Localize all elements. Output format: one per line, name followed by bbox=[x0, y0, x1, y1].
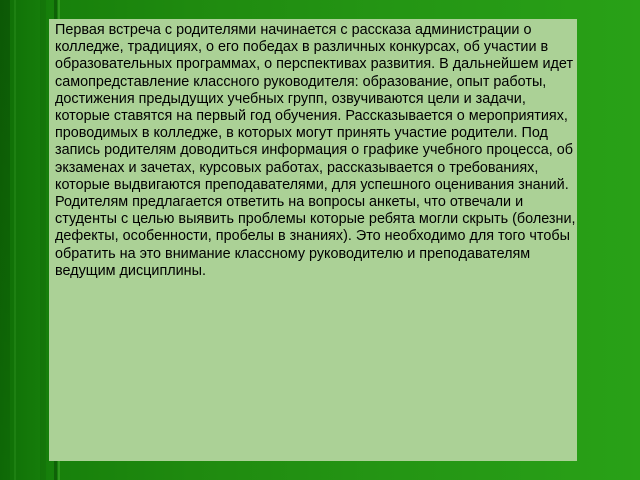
background-streak bbox=[0, 0, 10, 480]
background-streak bbox=[14, 0, 16, 480]
background-streak bbox=[40, 0, 46, 480]
slide-body-text: Первая встреча с родителями начинается с рассказа администрации о колледже, традициях, о его победах в различных конкурсах, об участии в образовательных программах, о перспективах развития. В дальнейшем идет самопредставление классного руководителя: образование, опыт работы, достижения предыдущих учебных групп, озвучиваются цели и задачи, которые ставятся на первый год обучения. Рассказывается о мероприятиях, проводимых в колледже, в которых могут принять участие родители. Под запись родителям доводиться информация о графике учебного процесса, об экзаменах и зачетах, курсовых работах, рассказывается о требованиях, которые выдвигаются преподавателями, для успешного оценивания знаний. Родителям предлагается ответить на вопросы анкеты, что отвечали и студенты с целью выявить проблемы которые ребята могли скрыть (болезни, дефекты, особенности, пробелы в знаниях). Это необходимо для того чтобы обратить на это внимание классному руководителю и преподавателям ведущим дисциплины. bbox=[55, 22, 576, 279]
